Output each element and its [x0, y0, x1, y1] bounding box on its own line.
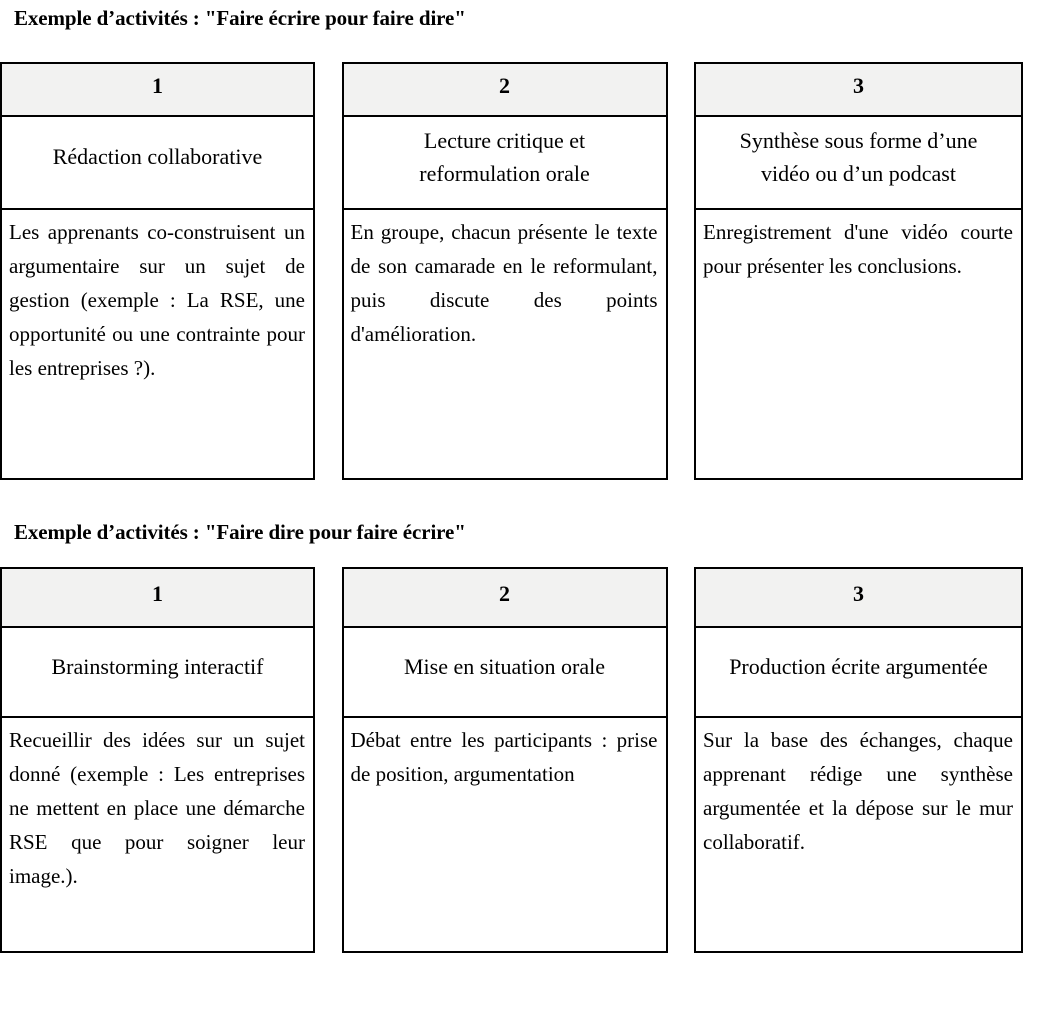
section-2-heading: Exemple d’activités : "Faire dire pour faire écrire" [14, 520, 466, 544]
section-1-card-row [0, 62, 1023, 480]
card-title: Brainstorming interactif [2, 628, 313, 718]
card-title: Production écrite argumentée [696, 628, 1021, 718]
card-title: Synthèse sous forme d’une vidéo ou d’un podcast [696, 117, 1021, 210]
activity-card-1-2 [342, 62, 668, 480]
card-number: 3 [696, 569, 1021, 628]
card-number: 1 [2, 569, 313, 628]
card-title: Mise en situation orale [344, 628, 666, 718]
activity-card-1-1 [0, 62, 315, 480]
activity-card-2-3 [694, 567, 1023, 953]
card-description: Sur la base des échanges, chaque apprenant rédige une synthèse argumentée et la dépose sur le mur collaboratif. [703, 728, 1013, 854]
card-description: Les apprenants co-construisent un argumentaire sur un sujet de gestion (exemple : La RSE, une opportunité ou une contrainte pour les entreprises ?). [9, 220, 305, 380]
card-title: Rédaction collaborative [2, 117, 313, 210]
activity-card-2-2 [342, 567, 668, 953]
card-number: 2 [344, 64, 666, 117]
activity-card-2-1 [0, 567, 315, 953]
card-description: Enregistrement d'une vidéo courte pour présenter les conclusions. [703, 220, 1013, 278]
card-number: 3 [696, 64, 1021, 117]
card-description: En groupe, chacun présente le texte de son camarade en le reformulant, puis discute des points d'amélioration. [350, 220, 658, 346]
card-description: Recueillir des idées sur un sujet donné (exemple : Les entreprises ne mettent en place une démarche RSE que pour soigner leur image.). [9, 728, 305, 888]
card-number: 2 [344, 569, 666, 628]
card-description: Débat entre les participants : prise de position, argumentation [350, 728, 658, 786]
card-title: Lecture critique et reformulation orale [344, 117, 666, 210]
activity-card-1-3 [694, 62, 1023, 480]
section-2-card-row [0, 567, 1023, 953]
card-number: 1 [2, 64, 313, 117]
section-1-heading: Exemple d’activités : "Faire écrire pour faire dire" [14, 6, 466, 30]
